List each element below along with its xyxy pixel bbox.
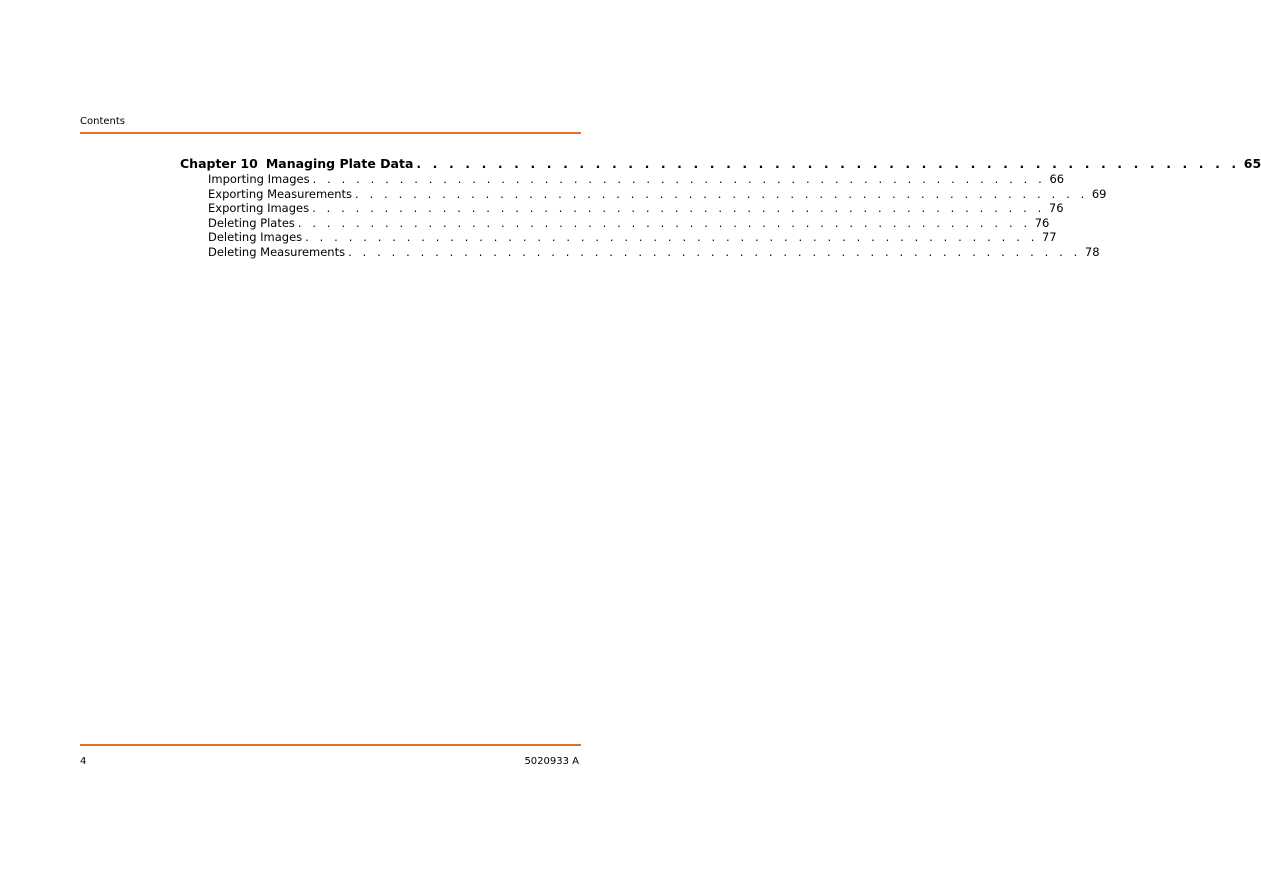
toc-entry-page: 66 [1049, 172, 1065, 186]
toc-entry-page: 78 [1084, 244, 1100, 259]
toc-entry[interactable] [180, 201, 1064, 216]
chapter-number: Chapter 10 [180, 156, 258, 171]
toc-entry[interactable] [180, 230, 1057, 245]
chapter-page-number: 65 [1243, 156, 1261, 171]
toc-entry[interactable] [180, 215, 1050, 231]
toc-entry[interactable] [180, 244, 1100, 260]
toc-entry-title: Importing Images [208, 172, 310, 186]
dot-leader: . . . . . . . . . . . . . . . . . . . . . . . . . . . . . . . . . . . . . . . . . . . . . . . . . . . [312, 172, 1046, 186]
dot-leader: . . . . . . . . . . . . . . . . . . . . . . . . . . . . . . . . . . . . . . . . . . . . . . . . . . . [348, 244, 1081, 259]
toc-entry[interactable] [180, 172, 1065, 187]
footer-rule [80, 744, 581, 746]
dot-leader: . . . . . . . . . . . . . . . . . . . . . . . . . . . . . . . . . . . . . . . . . . . . . . . . . . . [312, 201, 1045, 216]
chapter-title: Managing Plate Data [265, 156, 414, 171]
toc-entry-title: Deleting Plates [208, 215, 295, 230]
toc-entry-title: Deleting Images [208, 230, 303, 245]
toc-entry-title: Deleting Measurements [208, 244, 346, 259]
dot-leader: . . . . . . . . . . . . . . . . . . . . . . . . . . . . . . . . . . . . . . . . . . . . . . . . . . . [355, 186, 1088, 201]
toc-entry-page: 76 [1034, 215, 1050, 230]
toc-entry[interactable] [180, 186, 1107, 202]
dot-leader: . . . . . . . . . . . . . . . . . . . . . . . . . . . . . . . . . . . . . . . . . . . . . . . . . . . [297, 215, 1031, 230]
toc-entry-page: 69 [1091, 186, 1107, 201]
toc-entry-title: Exporting Images [208, 201, 310, 216]
header-rule [80, 132, 581, 134]
toc-entry-title: Exporting Measurements [208, 186, 353, 201]
dot-leader: . . . . . . . . . . . . . . . . . . . . . . . . . . . . . . . . . . . . . . . . . . . . . . . . . . . [305, 230, 1038, 245]
footer-document-number: 5020933 A [524, 756, 579, 767]
footer-page-number: 4 [80, 756, 87, 767]
toc-chapter-entry[interactable] [180, 155, 1261, 172]
dot-leader: . . . . . . . . . . . . . . . . . . . . . . . . . . . . . . . . . . . . . . . . . . . . . . . . . . . [416, 156, 1240, 171]
toc-entry-page: 76 [1048, 201, 1064, 216]
running-header-title: Contents [80, 116, 125, 127]
toc-entry-page: 77 [1041, 230, 1057, 245]
table-of-contents [180, 155, 1261, 260]
